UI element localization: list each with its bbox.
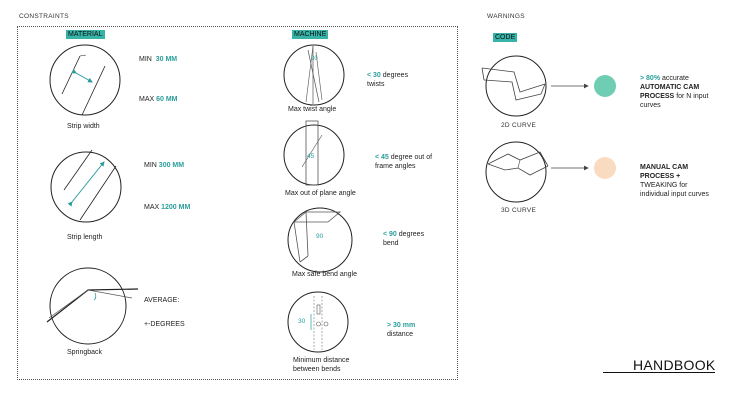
springback-label: Springback bbox=[67, 349, 103, 356]
distance-value: > 30 mm distance bbox=[387, 322, 416, 338]
springback-degrees: +-DEGREES bbox=[144, 321, 185, 328]
curve-3d-label: 3D CURVE bbox=[501, 207, 537, 214]
twist-diagram-number: 30 bbox=[311, 56, 318, 62]
automatic-indicator-dot bbox=[594, 75, 616, 97]
springback-diagram bbox=[47, 268, 138, 344]
strip-width-min: MIN 30 MM bbox=[139, 56, 178, 63]
bend-label: Max safe bend angle bbox=[292, 271, 357, 278]
strip-length-max: MAX 1200 MM bbox=[144, 204, 191, 211]
curve-2d-diagram bbox=[482, 56, 588, 116]
automatic-cam-text: > 80% accurate AUTOMATIC CAM PROCESS for N input curves bbox=[640, 75, 709, 109]
out-of-plane-value: < 45 degree out of frame angles bbox=[375, 154, 433, 170]
twist-diagram bbox=[284, 45, 344, 105]
out-of-plane-diagram-number: 45 bbox=[307, 153, 315, 160]
material-tag: MATERIAL bbox=[68, 31, 103, 38]
min-distance-diagram bbox=[288, 292, 348, 352]
manual-indicator-dot bbox=[594, 157, 616, 179]
warnings-header: WARNINGS bbox=[487, 13, 525, 20]
twist-label: Max twist angle bbox=[288, 106, 337, 113]
out-of-plane-label: Max out of plane angle bbox=[285, 190, 356, 197]
bend-diagram bbox=[288, 208, 352, 272]
bend-diagram-number: 90 bbox=[316, 233, 324, 240]
strip-length-min: MIN 300 MM bbox=[144, 162, 185, 169]
machine-tag: MACHINE bbox=[294, 31, 327, 38]
manual-cam-text: MANUAL CAM PROCESS + TWEAKING for individual input curves bbox=[640, 164, 709, 198]
strip-length-label: Strip length bbox=[67, 234, 103, 241]
strip-width-label: Strip width bbox=[67, 123, 100, 130]
constraints-header: CONSTRAINTS bbox=[19, 13, 69, 20]
handbook-title: HANDBOOK bbox=[633, 357, 716, 373]
bend-value: < 90 degrees bend bbox=[383, 231, 425, 247]
strip-width-max: MAX 60 MM bbox=[139, 96, 178, 103]
springback-average: AVERAGE: bbox=[144, 297, 180, 304]
strip-width-diagram bbox=[50, 45, 120, 115]
code-tag: CODE bbox=[495, 34, 516, 41]
handbook-underline bbox=[603, 372, 715, 373]
strip-length-diagram bbox=[51, 150, 121, 222]
curve-2d-label: 2D CURVE bbox=[501, 122, 537, 129]
curve-3d-diagram bbox=[486, 142, 588, 202]
twist-value: < 30 degrees twists bbox=[367, 72, 409, 88]
distance-diagram-number: 30 bbox=[298, 318, 306, 325]
distance-label: Minimum distance between bends bbox=[293, 357, 350, 373]
